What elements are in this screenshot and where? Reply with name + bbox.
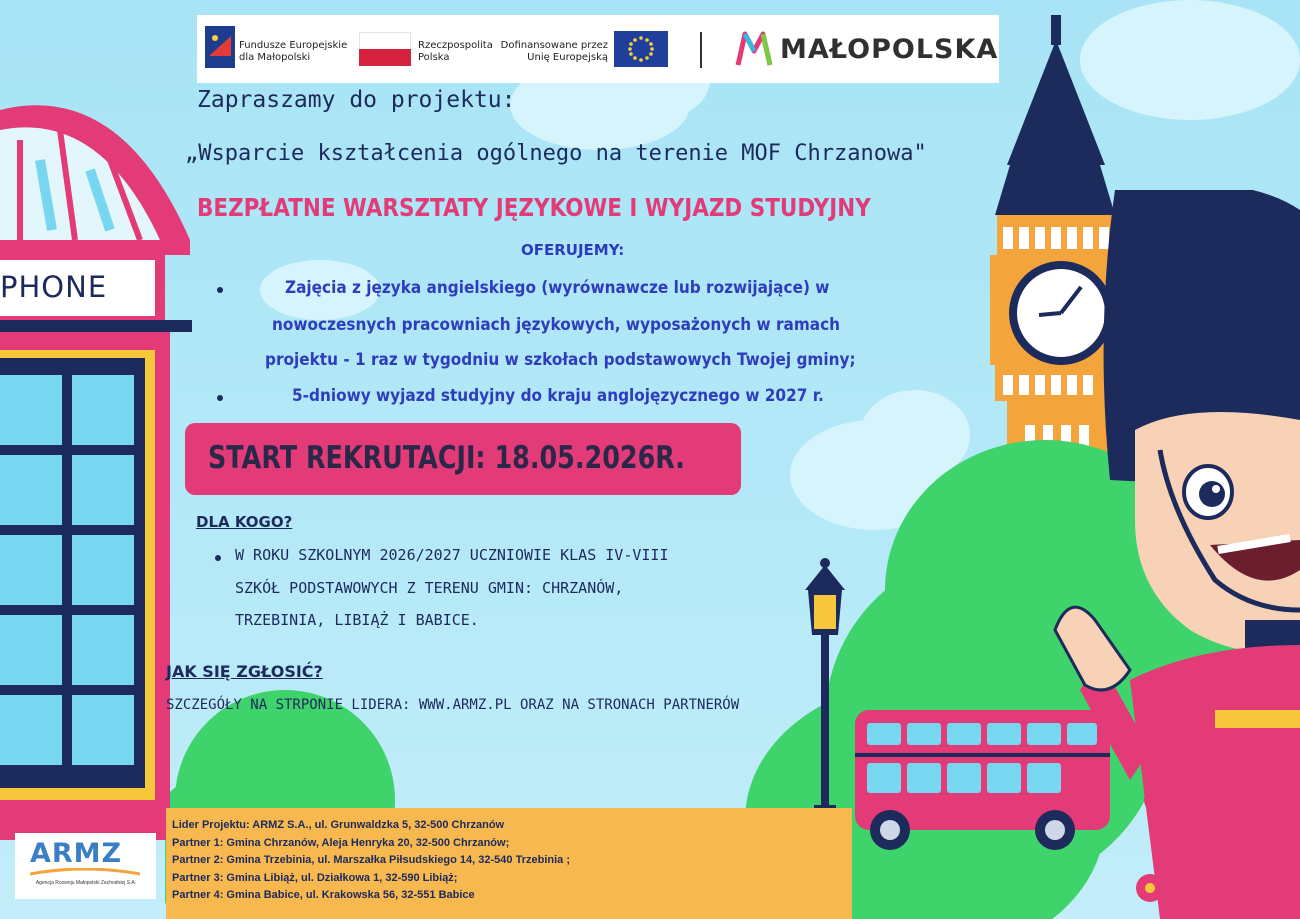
partner-1: Partner 1: Gmina Chrzanów, Aleja Henryka 20, 32-500 Chrzanów; xyxy=(172,836,510,849)
logo-divider xyxy=(700,32,702,68)
bullet xyxy=(217,287,223,293)
project-name: „Wsparcie kształcenia ogólnego na terenie MOF Chrzanowa" xyxy=(185,141,927,166)
partner-4: Partner 4: Gmina Babice, ul. Krakowska 56, 32-551 Babice xyxy=(172,889,475,901)
partner-2: Partner 2: Gmina Trzebinia, ul. Marszałka Piłsudskiego 14, 32-540 Trzebinia ; xyxy=(172,854,570,866)
phone-booth-sign: PHONE xyxy=(0,270,108,304)
polish-flag-icon xyxy=(359,32,411,66)
royal-guard-illustration xyxy=(1040,190,1300,919)
malopolska-logo-text: MAŁOPOLSKA xyxy=(780,34,999,65)
offer-item1-line3: projektu - 1 raz w tygodniu w szkołach podstawowych Twojej gminy; xyxy=(265,350,856,370)
for-whom-line1: W ROKU SZKOLNYM 2026/2027 UCZNIOWIE KLAS IV-VIII xyxy=(235,546,669,564)
for-whom-heading: DLA KOGO? xyxy=(196,513,293,531)
offer-heading: OFERUJEMY: xyxy=(521,241,625,259)
how-heading: JAK SIĘ ZGŁOSIĆ? xyxy=(166,662,323,681)
fundusze-europejskie-icon xyxy=(205,26,235,68)
bullet xyxy=(215,555,221,561)
partner-leader: Lider Projektu: ARMZ S.A., ul. Grunwaldzka 5, 32-500 Chrzanów xyxy=(172,819,505,831)
eu-flag-icon xyxy=(614,31,668,67)
for-whom-line2: SZKÓŁ PODSTAWOWYCH Z TERENU GMIN: CHRZANÓW, xyxy=(235,579,624,597)
armz-subtitle: Agencja Rozwoju Małopolski Zachodniej S.A. xyxy=(35,880,137,886)
malopolska-icon xyxy=(735,31,773,67)
start-date: START REKRUTACJI: 18.05.2026R. xyxy=(208,440,685,476)
rp-logo-text: Rzeczpospolita Polska xyxy=(418,40,493,63)
intro-text: Zapraszamy do projektu: xyxy=(197,87,516,113)
offer-item1-line2: nowoczesnych pracowniach językowych, wyposażonych w ramach xyxy=(272,315,841,335)
partners-list xyxy=(172,817,570,905)
street-lamp-illustration xyxy=(800,555,850,820)
offer-item1-line1: Zajęcia z języka angielskiego (wyrównawcze lub rozwijające) w xyxy=(285,278,830,298)
offer-item2: 5-dniowy wyjazd studyjny do kraju anglojęzycznego w 2027 r. xyxy=(292,386,824,406)
ue-logo-text: Dofinansowane przez Unię Europejską xyxy=(500,40,608,63)
partner-3: Partner 3: Gmina Libiąż, ul. Działkowa 1, 32-590 Libiąż; xyxy=(172,871,458,884)
fe-logo-text: Fundusze Europejskie dla Małopolski xyxy=(239,40,348,63)
for-whom-line3: TRZEBINIA, LIBIĄŻ I BABICE. xyxy=(235,611,479,629)
phone-booth-illustration xyxy=(0,100,200,840)
bullet xyxy=(217,395,223,401)
how-line: SZCZEGÓŁY NA STRPONIE LIDERA: WWW.ARMZ.PL ORAZ NA STRONACH PARTNERÓW xyxy=(166,697,740,713)
armz-logo-text: ARMZ xyxy=(30,838,123,869)
armz-swoosh-icon xyxy=(30,868,140,876)
headline: BEZPŁATNE WARSZTATY JĘZYKOWE I WYJAZD STUDYJNY xyxy=(197,193,871,222)
